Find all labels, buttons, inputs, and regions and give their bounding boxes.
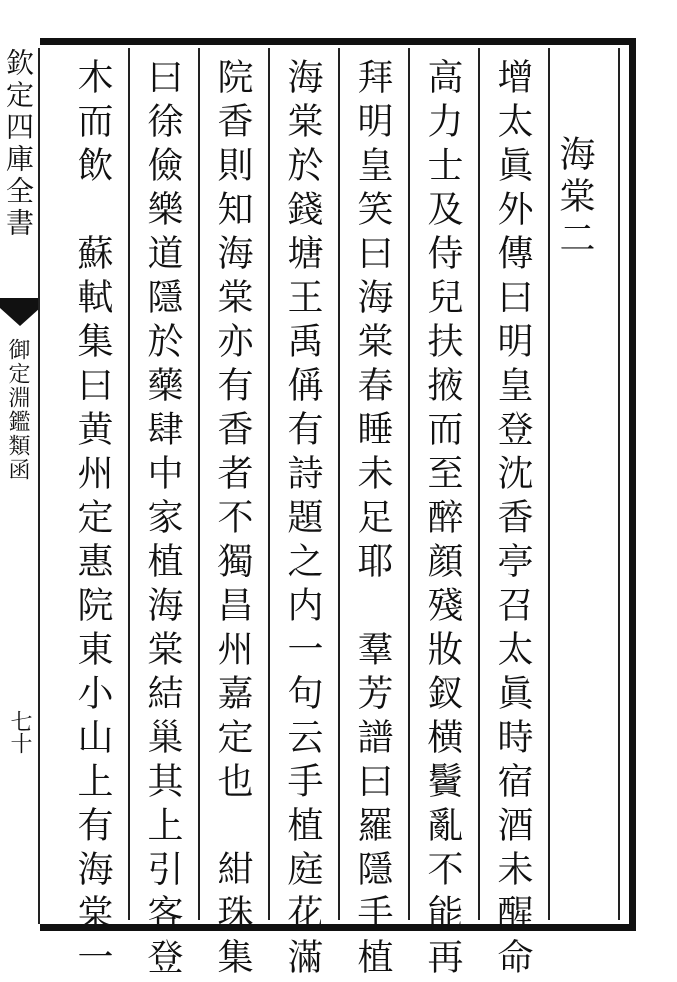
frame-top-border — [40, 38, 636, 45]
text-column: 曰徐儉樂道隱於藥肆中家植海棠結巢其上引客登 — [142, 58, 183, 982]
column-rule — [408, 48, 410, 920]
text-column: 高力士及侍兒扶掖而至醉顔殘妝釵横鬢亂不能再 — [422, 58, 463, 982]
page-number: 七十 — [7, 710, 32, 754]
column-rule — [548, 48, 550, 920]
text-column: 海棠於錢塘王禹偁有詩題之内一句云手植庭花滿 — [282, 58, 323, 982]
text-column: 木而飲 蘇軾集曰黄州定惠院東小山上有海棠一 — [72, 58, 113, 982]
frame-inner-rule — [618, 48, 620, 920]
column-rule — [478, 48, 480, 920]
frame-right-border — [629, 38, 636, 931]
column-rule — [338, 48, 340, 920]
banxin-title: 欽定四庫全書 — [2, 48, 35, 240]
section-title: 海棠二 — [554, 135, 595, 261]
text-column: 增太眞外傳曰明皇登沈香亭召太眞時宿酒未醒命 — [492, 58, 533, 982]
fish-tail-mark — [0, 298, 40, 334]
text-column: 院香則知海棠亦有香者不獨昌州嘉定也 紺珠集 — [212, 58, 253, 982]
banxin-top — [0, 48, 40, 298]
column-rule — [198, 48, 200, 920]
banxin-book-name: 御定淵鑑類函 — [5, 338, 30, 482]
text-column: 拜明皇笑曰海棠春睡未足耶 羣芳譜曰羅隱手植 — [352, 58, 393, 982]
frame-bottom-border — [40, 924, 636, 931]
column-rule — [268, 48, 270, 920]
column-rule — [128, 48, 130, 920]
banxin-rule — [38, 48, 40, 924]
